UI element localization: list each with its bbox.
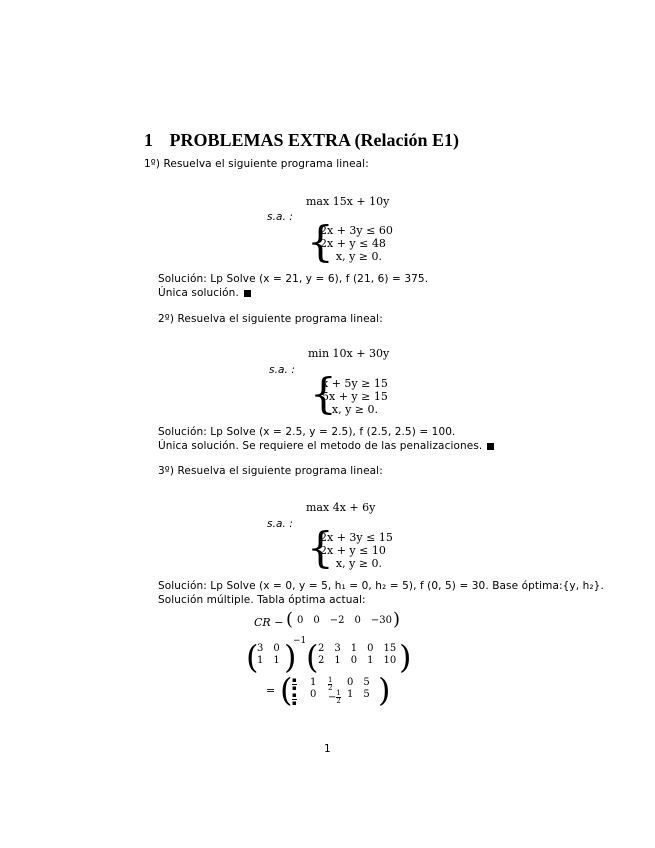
constraint: x, y ≥ 0. [331, 403, 378, 416]
cell: 1 [347, 689, 354, 700]
problem-2-objective: min 10x + 30y [308, 347, 390, 360]
inverse-exponent: −1 [293, 636, 307, 646]
paren-right: ) [378, 671, 391, 709]
paren-right: ) [284, 638, 297, 676]
cell: −2 [329, 615, 345, 626]
paren-left: ( [246, 638, 259, 676]
cell: 3 [334, 643, 341, 654]
fraction-stack-icon: ▪ ▪ ▪ ▪ [292, 676, 297, 707]
problem-2-constraints [322, 377, 388, 416]
problem-1-note-line [158, 287, 251, 299]
problem-2-note-line [158, 440, 494, 452]
paren-left: ( [286, 609, 294, 630]
cell: 0 [297, 615, 304, 626]
problem-3-note: Solución múltiple. Tabla óptima actual: [158, 594, 366, 606]
constraint: 2x + y ≤ 10 [320, 544, 386, 557]
cell: −30 [370, 615, 392, 626]
problem-3-so: s.a. : [267, 518, 294, 530]
problem-2-brace: { [310, 369, 337, 418]
problem-1-label: 1º) Resuelva el siguiente programa lineal: [144, 158, 369, 170]
cell: 0 [347, 677, 354, 688]
cell: 10 [383, 655, 397, 666]
paren-left: ( [280, 671, 293, 709]
constraint: 2x + 3y ≤ 60 [320, 224, 393, 237]
problem-2-so: s.a. : [269, 364, 296, 376]
cell: 15 [383, 643, 397, 654]
cell: 5 [363, 689, 370, 700]
problem-3-objective: max 4x + 6y [306, 501, 376, 514]
cell: 2 [318, 655, 325, 666]
problem-3-solution: Solución: Lp Solve (x = 0, y = 5, h₁ = 0, h₂ = 5), f (0, 5) = 30. Base óptima:{y, h₂}. [158, 580, 604, 592]
cell: 0 [273, 643, 280, 654]
section-heading [144, 130, 459, 151]
cell: 1 [334, 655, 341, 666]
cell: 0 [350, 655, 358, 666]
page-number: 1 [324, 743, 331, 755]
problem-3-constraints [320, 531, 393, 570]
paren-right: ) [393, 609, 401, 630]
cell: 5 [363, 677, 370, 688]
constraint: 2x + y ≤ 48 [320, 237, 386, 250]
constraint-matrix [313, 643, 401, 667]
result-col2 [310, 677, 316, 701]
cell: 0 [354, 615, 361, 626]
cell: 1 [367, 655, 374, 666]
constraint: 2x + 3y ≤ 15 [320, 531, 393, 544]
problem-1-constraints [320, 224, 393, 263]
fraction-icon: $\frac{1}{2}$ [328, 676, 333, 692]
constraint: x + 5y ≥ 15 [322, 377, 388, 390]
cell: 1 [350, 643, 358, 654]
equals-sign: = [266, 684, 276, 697]
constraint: 5x + y ≥ 15 [322, 390, 388, 403]
problem-2-note: Única solución. Se requiere el metodo de las penalizaciones. [158, 440, 483, 452]
qed-icon [244, 290, 251, 297]
constraint: x, y ≥ 0. [335, 557, 382, 570]
problem-2-label: 2º) Resuelva el siguiente programa lineal: [158, 313, 383, 325]
cell: 0 [313, 615, 320, 626]
cell: 1 [310, 677, 317, 688]
problem-2-solution: Solución: Lp Solve (x = 2.5, y = 2.5), f (2.5, 2.5) = 100. [158, 426, 456, 438]
cell: 2 [318, 643, 325, 654]
problem-1-note: Única solución. [158, 287, 239, 299]
problem-1-brace: { [307, 217, 334, 266]
result-col1 [292, 677, 297, 707]
section-title: PROBLEMAS EXTRA (Relación E1) [169, 130, 460, 150]
result-matrix-right [342, 677, 375, 701]
cell: 1 [257, 655, 264, 666]
cell: 1 [273, 655, 280, 666]
cell: 3 [257, 643, 264, 654]
problem-1-so: s.a. : [267, 211, 294, 223]
result-col3: $\frac{1}{2}$ − $\frac{1}{2}$ [328, 676, 341, 705]
problem-3-label: 3º) Resuelva el siguiente programa lineal: [158, 465, 383, 477]
cell: 0 [367, 643, 374, 654]
basis-matrix [252, 643, 285, 667]
paren-left: ( [306, 638, 319, 676]
cell: 0 [310, 689, 317, 700]
cr-row-matrix [292, 615, 397, 627]
paren-right: ) [399, 638, 412, 676]
problem-3-brace: { [307, 523, 334, 572]
cr-label: CR − [254, 616, 284, 629]
fraction-icon: $\frac{1}{2}$ [336, 689, 341, 705]
section-number: 1 [144, 130, 153, 150]
constraint: x, y ≥ 0. [335, 250, 382, 263]
qed-icon [487, 443, 494, 450]
problem-1-solution: Solución: Lp Solve (x = 21, y = 6), f (21, 6) = 375. [158, 273, 429, 285]
problem-1-objective: max 15x + 10y [306, 195, 390, 208]
